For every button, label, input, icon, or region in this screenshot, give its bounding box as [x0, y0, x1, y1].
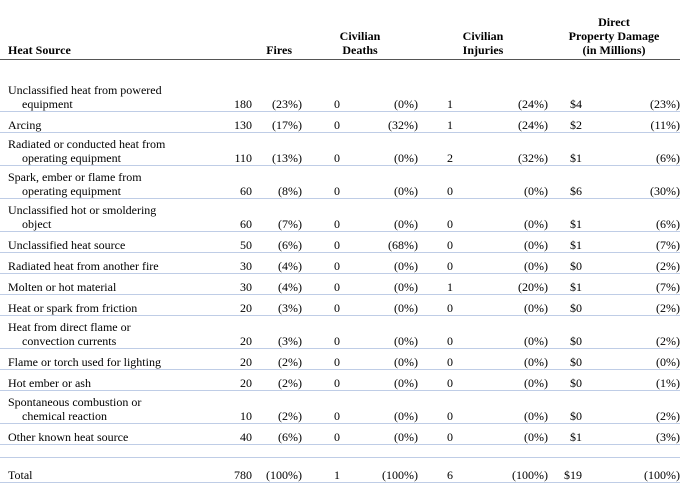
heat-source-cell: [0, 370, 205, 391]
fires-percent: (6%): [252, 232, 302, 253]
damage-value: $1: [548, 424, 582, 445]
table-row: [0, 253, 680, 274]
heat-source-label: Heat or spark from friction: [8, 301, 138, 315]
heat-source-cell: [0, 232, 205, 253]
fires-percent: (4%): [252, 274, 302, 295]
damage-value: $0: [548, 253, 582, 274]
header-civilian-injuries: [418, 0, 548, 60]
injuries-value: 1: [418, 112, 453, 133]
header-damage-line1: Direct: [598, 15, 630, 29]
fires-percent: (8%): [252, 166, 302, 199]
damage-percent: (11%): [582, 112, 680, 133]
injuries-value: 0: [418, 370, 453, 391]
heat-source-label: Radiated or conducted heat from: [8, 137, 166, 151]
injuries-percent: (24%): [453, 112, 548, 133]
injuries-value: 0: [418, 391, 453, 424]
deaths-value: 0: [302, 253, 340, 274]
damage-percent: (0%): [582, 349, 680, 370]
deaths-percent: (68%): [340, 232, 418, 253]
damage-percent: (30%): [582, 166, 680, 199]
header-injuries-line2: Injuries: [462, 43, 504, 57]
header-property-damage: [548, 0, 680, 60]
deaths-value: 0: [302, 391, 340, 424]
injuries-value: 0: [418, 349, 453, 370]
fires-value: 20: [205, 349, 252, 370]
injuries-percent: (32%): [453, 133, 548, 166]
fires-value: 110: [205, 133, 252, 166]
total-fires-value: 780: [205, 458, 252, 483]
deaths-percent: (0%): [340, 199, 418, 232]
fires-value: 10: [205, 391, 252, 424]
fires-percent: (23%): [252, 79, 302, 112]
injuries-value: 1: [418, 274, 453, 295]
deaths-percent: (0%): [340, 295, 418, 316]
damage-percent: (2%): [582, 316, 680, 349]
injuries-percent: (0%): [453, 295, 548, 316]
damage-value: $0: [548, 370, 582, 391]
total-label: Total: [0, 458, 205, 483]
total-deaths-value: 1: [302, 458, 340, 483]
heat-source-label: Heat from direct flame or: [8, 320, 131, 334]
damage-value: $2: [548, 112, 582, 133]
header-damage-line2: Property Damage: [568, 29, 660, 43]
injuries-percent: (0%): [453, 253, 548, 274]
injuries-percent: (0%): [453, 391, 548, 424]
fires-value: 20: [205, 316, 252, 349]
fires-value: 20: [205, 295, 252, 316]
fires-percent: (2%): [252, 370, 302, 391]
heat-source-cell: [0, 112, 205, 133]
damage-percent: (7%): [582, 232, 680, 253]
header-injuries-line1: Civilian: [462, 29, 504, 43]
header-damage-line3: (in Millions): [582, 43, 646, 57]
deaths-value: 0: [302, 316, 340, 349]
damage-value: $0: [548, 349, 582, 370]
heat-source-label: Radiated heat from another fire: [8, 259, 159, 273]
fires-percent: (2%): [252, 349, 302, 370]
table-row: [0, 112, 680, 133]
deaths-value: 0: [302, 349, 340, 370]
deaths-percent: (0%): [340, 391, 418, 424]
fires-value: 180: [205, 79, 252, 112]
deaths-value: 0: [302, 79, 340, 112]
deaths-value: 0: [302, 166, 340, 199]
table-row: [0, 295, 680, 316]
deaths-percent: (0%): [340, 274, 418, 295]
header-civilian-deaths: [302, 0, 418, 60]
header-deaths-line2: Deaths: [342, 43, 378, 57]
deaths-percent: (0%): [340, 370, 418, 391]
table-row: [0, 370, 680, 391]
injuries-value: 0: [418, 166, 453, 199]
total-injuries-value: 6: [418, 458, 453, 483]
damage-value: $1: [548, 232, 582, 253]
total-fires-percent: (100%): [252, 458, 302, 483]
damage-percent: (1%): [582, 370, 680, 391]
heat-source-cell: [0, 253, 205, 274]
deaths-percent: (0%): [340, 166, 418, 199]
header-heat-source: Heat Source: [0, 0, 205, 60]
injuries-percent: (0%): [453, 166, 548, 199]
injuries-value: 0: [418, 199, 453, 232]
heat-source-cell: [0, 295, 205, 316]
injuries-percent: (0%): [453, 349, 548, 370]
damage-percent: (3%): [582, 424, 680, 445]
fires-value: 30: [205, 274, 252, 295]
heat-source-cell: [0, 349, 205, 370]
heat-source-label: convection currents: [22, 334, 117, 348]
heat-source-cell: [0, 133, 205, 166]
header-row: [0, 0, 680, 60]
heat-source-cell: [0, 424, 205, 445]
heat-source-label: Flame or torch used for lighting: [8, 355, 161, 369]
damage-value: $0: [548, 295, 582, 316]
damage-value: $0: [548, 316, 582, 349]
heat-source-label: chemical reaction: [22, 409, 107, 423]
damage-percent: (6%): [582, 133, 680, 166]
fires-percent: (3%): [252, 316, 302, 349]
fires-percent: (3%): [252, 295, 302, 316]
damage-percent: (2%): [582, 391, 680, 424]
injuries-percent: (24%): [453, 79, 548, 112]
deaths-value: 0: [302, 424, 340, 445]
damage-percent: (2%): [582, 295, 680, 316]
injuries-percent: (20%): [453, 274, 548, 295]
damage-value: $1: [548, 274, 582, 295]
heat-source-label: Unclassified heat source: [8, 238, 126, 252]
total-damage-percent: (100%): [582, 458, 680, 483]
fires-value: 60: [205, 166, 252, 199]
heat-source-label: Spark, ember or flame from: [8, 170, 142, 184]
deaths-percent: (0%): [340, 349, 418, 370]
deaths-percent: (32%): [340, 112, 418, 133]
header-deaths-line1: Civilian: [339, 29, 381, 43]
fires-value: 60: [205, 199, 252, 232]
fires-value: 20: [205, 370, 252, 391]
deaths-value: 0: [302, 370, 340, 391]
damage-percent: (6%): [582, 199, 680, 232]
injuries-percent: (0%): [453, 370, 548, 391]
deaths-value: 0: [302, 199, 340, 232]
heat-source-cell: [0, 166, 205, 199]
deaths-percent: (0%): [340, 253, 418, 274]
table-row: [0, 79, 680, 112]
heat-source-label: Molten or hot material: [8, 280, 117, 294]
total-damage-value: $19: [548, 458, 582, 483]
damage-value: $0: [548, 391, 582, 424]
heat-source-label: Arcing: [8, 118, 42, 132]
heat-source-label: Unclassified hot or smoldering: [8, 203, 157, 217]
damage-value: $1: [548, 133, 582, 166]
heat-source-cell: [0, 391, 205, 424]
heat-source-label: Spontaneous combustion or: [8, 395, 142, 409]
injuries-value: 0: [418, 232, 453, 253]
total-deaths-percent: (100%): [340, 458, 418, 483]
heat-source-cell: [0, 274, 205, 295]
heat-source-label: operating equipment: [22, 151, 121, 165]
table-row: [0, 424, 680, 445]
injuries-value: 0: [418, 424, 453, 445]
damage-value: $6: [548, 166, 582, 199]
fires-percent: (7%): [252, 199, 302, 232]
fires-value: 130: [205, 112, 252, 133]
fires-percent: (4%): [252, 253, 302, 274]
deaths-value: 0: [302, 112, 340, 133]
deaths-percent: (0%): [340, 316, 418, 349]
injuries-value: 1: [418, 79, 453, 112]
table-row: [0, 391, 680, 424]
table-body: [0, 79, 680, 483]
heat-source-label: operating equipment: [22, 184, 121, 198]
deaths-value: 0: [302, 232, 340, 253]
heat-source-label: Unclassified heat from powered: [8, 83, 162, 97]
heat-source-label: Hot ember or ash: [8, 376, 91, 390]
injuries-value: 0: [418, 295, 453, 316]
damage-percent: (23%): [582, 79, 680, 112]
table-row: [0, 232, 680, 253]
injuries-value: 0: [418, 316, 453, 349]
fires-percent: (2%): [252, 391, 302, 424]
fires-value: 50: [205, 232, 252, 253]
table-row: [0, 349, 680, 370]
damage-value: $1: [548, 199, 582, 232]
deaths-value: 0: [302, 295, 340, 316]
deaths-percent: (0%): [340, 79, 418, 112]
header-fires: Fires: [205, 0, 302, 60]
total-row: [0, 458, 680, 483]
heat-source-label: object: [22, 217, 52, 231]
gap-row: [0, 445, 680, 458]
fires-value: 40: [205, 424, 252, 445]
fires-percent: (17%): [252, 112, 302, 133]
injuries-percent: (0%): [453, 232, 548, 253]
fires-value: 30: [205, 253, 252, 274]
heat-source-cell: [0, 199, 205, 232]
injuries-percent: (0%): [453, 424, 548, 445]
damage-percent: (7%): [582, 274, 680, 295]
fires-percent: (6%): [252, 424, 302, 445]
table-row: [0, 133, 680, 166]
injuries-percent: (0%): [453, 316, 548, 349]
heat-source-label: Other known heat source: [8, 430, 129, 444]
table-row: [0, 274, 680, 295]
injuries-percent: (0%): [453, 199, 548, 232]
table-row: [0, 199, 680, 232]
spacer-row: [0, 60, 680, 80]
deaths-value: 0: [302, 133, 340, 166]
heat-source-cell: [0, 316, 205, 349]
table-row: [0, 166, 680, 199]
damage-percent: (2%): [582, 253, 680, 274]
fires-percent: (13%): [252, 133, 302, 166]
heat-source-label: equipment: [22, 97, 73, 111]
damage-value: $4: [548, 79, 582, 112]
deaths-value: 0: [302, 274, 340, 295]
deaths-percent: (0%): [340, 133, 418, 166]
total-injuries-percent: (100%): [453, 458, 548, 483]
table-row: [0, 316, 680, 349]
heat-source-cell: [0, 79, 205, 112]
injuries-value: 0: [418, 253, 453, 274]
injuries-value: 2: [418, 133, 453, 166]
deaths-percent: (0%): [340, 424, 418, 445]
